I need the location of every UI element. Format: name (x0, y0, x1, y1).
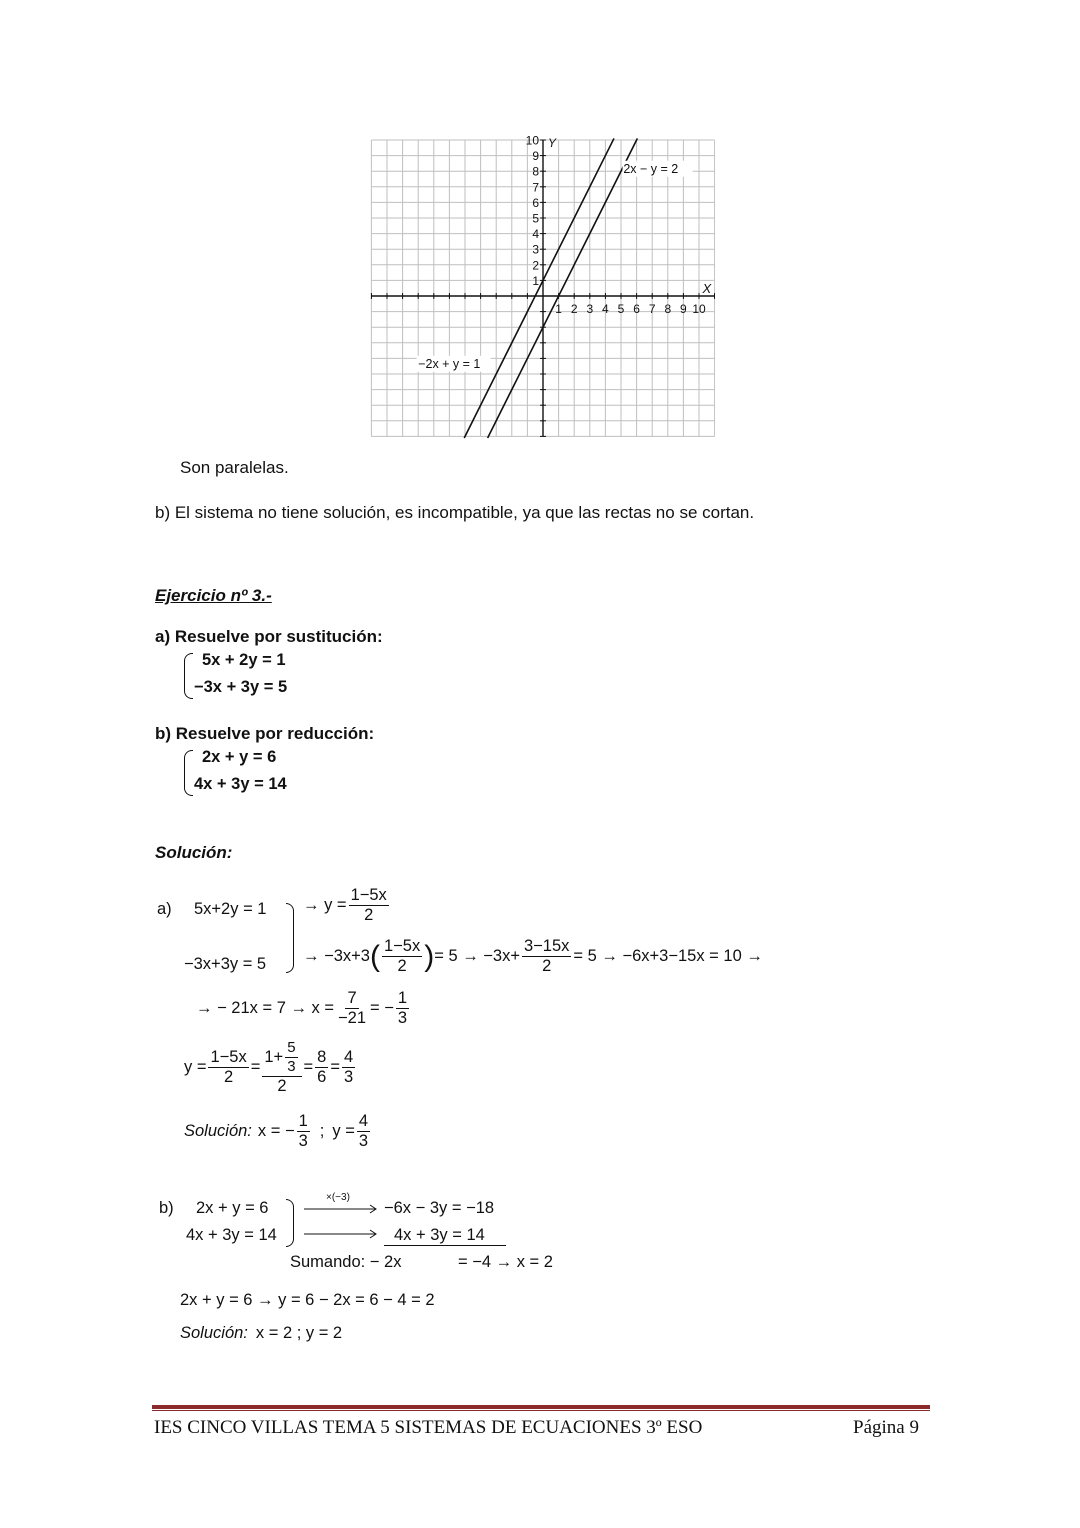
paren-left: ( (369, 939, 380, 973)
one-plus: 1+ (264, 1047, 284, 1066)
parallel-statement: Son paralelas. (180, 458, 289, 477)
brace-left (184, 750, 193, 796)
fraction-numerator: 1−5x (382, 938, 422, 957)
y-axis-label: Y (548, 136, 557, 151)
solution-title: Solución: (155, 843, 233, 862)
x-tick-label: 1 (555, 302, 562, 316)
fraction (522, 938, 571, 976)
fraction-denominator: 2 (542, 957, 552, 976)
x-tick-label: 2 (570, 302, 578, 316)
equals-text: = − (370, 999, 394, 1018)
y-tick-label: 2 (532, 258, 539, 273)
x-tick-label: 8 (664, 302, 672, 316)
fraction (382, 938, 422, 976)
step-text: = 5 → −3x+ (434, 947, 520, 966)
fraction-denominator: 3 (358, 1132, 369, 1151)
fraction-denominator: 3 (397, 1009, 408, 1028)
x-tick-label: 10 (692, 302, 706, 316)
fraction (208, 1049, 248, 1087)
solution-label: Solución: (184, 1122, 252, 1141)
x-tick-label: 4 (602, 302, 609, 316)
fraction-numerator: 1 (297, 1113, 310, 1132)
solution-b-sum-result: = −4 → x = 2 (458, 1253, 553, 1271)
fraction-denominator: 2 (277, 1076, 287, 1095)
fraction (349, 887, 389, 925)
fraction (336, 990, 368, 1028)
fraction-denominator: 2 (224, 1067, 234, 1086)
multiply-label: ×(−3) (326, 1192, 350, 1203)
solution-a-isolate-y (303, 887, 391, 925)
exercise-b-statement: b) Resuelve por reducción: (155, 724, 375, 743)
solution-a-final (184, 1113, 372, 1151)
solution-a-y-value (184, 1040, 357, 1095)
y-tick-label: 7 (532, 180, 539, 195)
solution-b-substitute: 2x + y = 6 → y = 6 − 2x = 6 − 4 = 2 (180, 1291, 435, 1309)
step-text: → −3x+3 (303, 947, 370, 966)
solution-a-substitution (303, 938, 763, 976)
fraction-numerator: 1−5x (208, 1049, 248, 1068)
footer-rule-thin (152, 1410, 930, 1411)
solution-values: x = 2 ; y = 2 (255, 1324, 343, 1342)
fraction (342, 1049, 355, 1087)
brace-right (286, 1199, 294, 1247)
fraction (285, 1040, 297, 1075)
x-tick-label: 6 (633, 302, 640, 316)
sum-line (384, 1245, 506, 1246)
solution-b-sum: Sumando: − 2x (290, 1253, 402, 1271)
step-text: → − 21x = 7 → x = (196, 999, 335, 1018)
solution-b-final (180, 1324, 342, 1343)
exercise-a-eq1: 5x + 2y = 1 (202, 651, 286, 669)
fraction-numerator: 1−5x (349, 887, 389, 906)
solution-a-x-value (196, 990, 411, 1028)
fraction (396, 990, 409, 1028)
fraction-denominator: 3 (344, 1067, 354, 1086)
y-tick-label: 10 (525, 133, 539, 148)
exercise-a-eq2: −3x + 3y = 5 (194, 678, 288, 696)
x-axis-label: X (702, 281, 712, 296)
exercise-a-statement: a) Resuelve por sustitución: (155, 627, 383, 646)
fraction-denominator: 2 (397, 957, 407, 976)
line2-label: −2x + y = 1 (418, 356, 481, 371)
solution-b-r1: −6x − 3y = −18 (384, 1199, 495, 1217)
fraction-numerator: 8 (315, 1049, 328, 1068)
line-2x-minus-y-eq-2 (488, 138, 638, 438)
fraction-numerator: 4 (357, 1113, 370, 1132)
fraction-denominator: 3 (287, 1057, 296, 1075)
fraction-denominator: −21 (338, 1009, 367, 1028)
x-tick-label: 3 (586, 302, 594, 316)
exercise-title: Ejercicio nº 3.- (155, 586, 272, 605)
y-tick-label: 9 (532, 149, 539, 164)
fraction (357, 1113, 370, 1151)
y-lhs: y = (184, 1057, 207, 1076)
fraction-numerator: 1 (396, 990, 409, 1009)
fraction-numerator (262, 1040, 301, 1077)
system-no-solution-text: b) El sistema no tiene solución, es incompatible, ya que las rectas no se cortan. (155, 503, 755, 522)
y-tick-label: 4 (532, 227, 539, 242)
equals-sign: = (303, 1057, 314, 1076)
solution-b-label: b) (159, 1199, 174, 1217)
x-tick-label: 7 (648, 302, 656, 316)
equals-sign: = (330, 1057, 340, 1076)
fraction-denominator: 6 (317, 1067, 327, 1086)
y-tick-label: 6 (532, 195, 539, 210)
solution-a-eq2: −3x+3y = 5 (184, 955, 267, 973)
compound-fraction (262, 1040, 301, 1095)
fraction-numerator: 4 (342, 1049, 355, 1068)
fraction-numerator: 5 (287, 1039, 296, 1056)
paren-right: ) (424, 939, 435, 973)
fraction-numerator: 7 (345, 990, 358, 1009)
separator: ; (319, 1122, 325, 1141)
equals-sign: = (250, 1057, 261, 1076)
page-number: Página 9 (853, 1417, 919, 1438)
solution-a-label: a) (157, 900, 172, 918)
x-tick-label: 9 (680, 302, 687, 316)
arrow-y-text: → y = (303, 896, 347, 915)
fraction (297, 1113, 310, 1151)
line-minus-2x-plus-y-eq-1 (464, 138, 614, 438)
fraction-denominator: 2 (364, 906, 374, 925)
y-text: y = (332, 1122, 355, 1141)
footer-rule (152, 1405, 930, 1409)
brace-left (184, 653, 193, 699)
solution-label: Solución: (180, 1324, 248, 1342)
fraction-numerator: 3−15x (522, 938, 571, 957)
solution-b-eq2: 4x + 3y = 14 (186, 1226, 277, 1244)
solution-b-r2: 4x + 3y = 14 (394, 1226, 485, 1244)
fraction (315, 1049, 328, 1087)
solution-a-eq1: 5x+2y = 1 (194, 900, 267, 918)
y-tick-label: 3 (532, 242, 539, 257)
line1-label: 2x − y = 2 (623, 161, 679, 176)
y-tick-label: 5 (532, 211, 539, 226)
reduction-arrows (304, 1203, 382, 1239)
exercise-b-eq2: 4x + 3y = 14 (194, 775, 287, 793)
footer-title: IES CINCO VILLAS TEMA 5 SISTEMAS DE ECUACIONES 3º ESO (154, 1417, 703, 1438)
x-tick-label: 5 (617, 302, 625, 316)
step-text: = 5 → −6x+3−15x = 10 → (573, 947, 763, 966)
y-tick-label: 8 (532, 164, 539, 179)
exercise-b-eq1: 2x + y = 6 (202, 748, 277, 766)
solution-b-eq1: 2x + y = 6 (196, 1199, 269, 1217)
x-text: x = − (257, 1122, 295, 1141)
coordinate-graph (370, 128, 715, 440)
brace-right (286, 903, 294, 973)
fraction-denominator: 3 (298, 1132, 308, 1151)
y-tick-label: 1 (532, 273, 539, 288)
